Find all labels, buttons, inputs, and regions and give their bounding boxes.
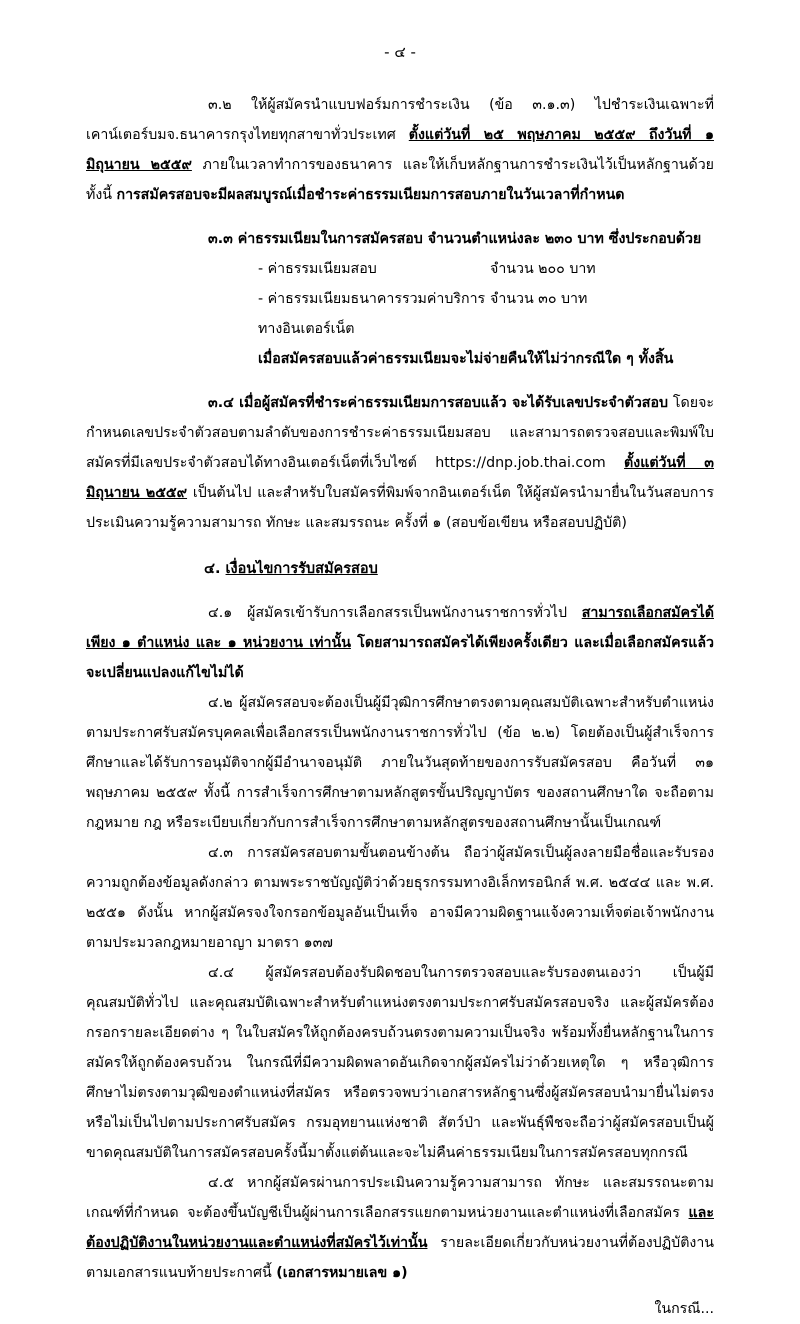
page-number: - ๔ - [384, 43, 416, 61]
p34-text-1: ๓.๔ เมื่อผู้สมัครที่ชำระค่าธรรมเนียมการสอบแล้ว จะได้รับเลขประจำตัวสอบ [208, 395, 668, 411]
fee-bank-label: - ค่าธรรมเนียมธนาคารรวมค่าบริการทางอินเตอร์เน็ต [258, 291, 486, 337]
p41-text-1: ๔.๑ ผู้สมัครเข้ารับการเลือกสรรเป็นพนักงานราชการทั่วไป [208, 605, 582, 621]
p45-text-3: รายละเอียดเกี่ยวกับหน่วยงานที่ต้องปฏิบัติงาน ตามเอกสารแนบท้ายประกาศนี้ [86, 1235, 714, 1281]
fee-exam-label: - ค่าธรรมเนียมสอบ [258, 261, 377, 277]
p45-text-1: ๔.๕ หากผู้สมัครผ่านการประเมินความรู้ความสามารถ ทักษะ และสมรรถนะตามเกณฑ์ที่กำหนด จะต้องขึ้นบัญชีเป็นผู้ผ่านการเลือกสรรแยกตามหน่วยงานและตำแหน่งที่เลือกสมัคร [86, 1175, 714, 1221]
section-4-heading [86, 554, 714, 584]
p32-text-1: ๓.๒ ให้ผู้สมัครนำแบบฟอร์มการชำระเงิน (ข้อ ๓.๑.๓) ไปชำระเงินเฉพาะที่เคาน์เตอร์บมจ.ธนาคารกรุงไทยทุกสาขาทั่วประเทศ [86, 97, 714, 143]
paragraph-4-5 [86, 1168, 714, 1288]
paragraph-4-3: ๔.๓ การสมัครสอบตามขั้นตอนข้างต้น ถือว่าผู้สมัครเป็นผู้ลงลายมือชื่อและรับรองความถูกต้องข้อมูลดังกล่าว ตามพระราชบัญญัติว่าด้วยธุรกรรมทางอิเล็กทรอนิกส์ พ.ศ. ๒๕๔๔ และ พ.ศ. ๒๕๕๑ ดังนั้น หากผู้สมัครจงใจกรอกข้อมูลอันเป็นเท็จ อาจมีความผิดฐานแจ้งความเท็จต่อเจ้าพนักงานตามประมวลกฎหมายอาญา มาตรา ๑๓๗ [86, 845, 714, 951]
paragraph-3-4 [86, 388, 714, 538]
p34-text-4: เป็นต้นไป และสำหรับใบสมัครที่พิมพ์จากอินเตอร์เน็ต ให้ผู้สมัครนำมายื่นในวันสอบการประเมินความรู้ความสามารถ ทักษะ และสมรรถนะ ครั้งที่ ๑ (สอบข้อเขียน หรือสอบปฏิบัติ) [86, 485, 714, 531]
fee-row-bank [86, 284, 714, 344]
paragraph-4-1 [86, 598, 714, 688]
section-4-title: เงื่อนไขการรับสมัครสอบ [225, 561, 378, 577]
fee-no-refund-note: เมื่อสมัครสอบแล้วค่าธรรมเนียมจะไม่จ่ายคืนให้ไม่ว่ากรณีใด ๆ ทั้งสิ้น [258, 351, 674, 367]
p32-completion-note: การสมัครสอบจะมีผลสมบูรณ์เมื่อชำระค่าธรรมเนียมการสอบภายในวันเวลาที่กำหนด [116, 187, 625, 203]
p32-text-3: ภายในเวลาทำการของธนาคาร และให้เก็บหลักฐานการชำระเงินไว้เป็นหลักฐานด้วย ทั้งนี้ [86, 157, 714, 203]
paragraph-4-2: ๔.๒ ผู้สมัครสอบจะต้องเป็นผู้มีวุฒิการศึกษาตรงตามคุณสมบัติเฉพาะสำหรับตำแหน่งตามประกาศรับสมัครบุคคลเพื่อเลือกสรรเป็นพนักงานราชการทั่วไป (ข้อ ๒.๒) โดยต้องเป็นผู้สำเร็จการศึกษาและได้รับการอนุมัติจากผู้มีอำนาจอนุมัติ ภายในวันสุดท้ายของการรับสมัครสอบ คือวันที่ ๓๑ พฤษภาคม ๒๕๕๙ ทั้งนี้ การสำเร็จการศึกษาตามหลักสูตรขั้นปริญญาบัตร ของสถานศึกษาใด จะถือตามกฎหมาย กฎ หรือระเบียบเกี่ยวกับการสำเร็จการศึกษาตามหลักสูตรของสถานศึกษานั้นเป็นเกณฑ์ [86, 695, 714, 831]
fee-bank-amount: จำนวน ๓๐ บาท [490, 291, 588, 307]
p34-text-2: โดยจะกำหนดเลขประจำตัวสอบตามลำดับของการชำระค่าธรรมเนียมสอบ และสามารถตรวจสอบและพิมพ์ใบสมัครที่มีเลขประจำตัวสอบได้ทางอินเตอร์เน็ตที่เว็บไซต์ https://dnp.job.thai.com [86, 395, 714, 471]
fee-exam-amount: จำนวน ๒๐๐ บาท [490, 261, 596, 277]
paragraph-4-4: ๔.๔ ผู้สมัครสอบต้องรับผิดชอบในการตรวจสอบและรับรองตนเองว่า เป็นผู้มีคุณสมบัติทั่วไป และคุณสมบัติเฉพาะสำหรับตำแหน่งตรงตามประกาศรับสมัครสอบจริง และผู้สมัครต้องกรอกรายละเอียดต่าง ๆ ในใบสมัครให้ถูกต้องครบถ้วนตรงตามความเป็นจริง พร้อมทั้งยื่นหลักฐานในการสมัครให้ถูกต้องครบถ้วน ในกรณีที่มีความผิดพลาดอันเกิดจากผู้สมัครไม่ว่าด้วยเหตุใด ๆ หรือวุฒิการศึกษาไม่ตรงตามวุฒิของตำแหน่งที่สมัคร หรือตรวจพบว่าเอกสารหลักฐานซึ่งผู้สมัครสอบนำมายื่นไม่ตรงหรือไม่เป็นไปตามประกาศรับสมัคร กรมอุทยานแห่งชาติ สัตว์ป่า และพันธุ์พืชจะถือว่าผู้สมัครสอบเป็นผู้ขาดคุณสมบัติในการสมัครสอบครั้งนี้มาตั้งแต่ต้นและจะไม่คืนค่าธรรมเนียมในการสมัครสอบทุกกรณี [86, 965, 714, 1161]
p34-date: ตั้งแต่วันที่ ๓ มิถุนายน ๒๕๕๙ [86, 455, 715, 501]
continuation-marker: ในกรณี... [654, 1301, 714, 1317]
p45-requirement: และต้องปฏิบัติงานในหน่วยงานและตำแหน่งที่สมัครไว้เท่านั้น [86, 1205, 714, 1251]
section-4-number: ๔. [204, 561, 221, 577]
paragraph-3-2 [86, 90, 714, 210]
p32-payment-period: ตั้งแต่วันที่ ๒๕ พฤษภาคม ๒๕๕๙ ถึงวันที่ ๑ มิถุนายน ๒๕๕๙ [86, 127, 714, 173]
p41-limit: สามารถเลือกสมัครได้เพียง ๑ ตำแหน่ง และ ๑ หน่วยงาน เท่านั้น [86, 605, 714, 651]
p41-text-3: โดยสามารถสมัครได้เพียงครั้งเดียว และเมื่อเลือกสมัครแล้วจะเปลี่ยนแปลงแก้ไขไม่ได้ [86, 635, 714, 681]
paragraph-3-3-title: ๓.๓ ค่าธรรมเนียมในการสมัครสอบ จำนวนตำแหน่งละ ๒๓๐ บาท ซึ่งประกอบด้วย [208, 231, 702, 247]
fee-row-exam [86, 254, 714, 284]
p45-document-ref: (เอกสารหมายเลข ๑) [276, 1265, 408, 1281]
